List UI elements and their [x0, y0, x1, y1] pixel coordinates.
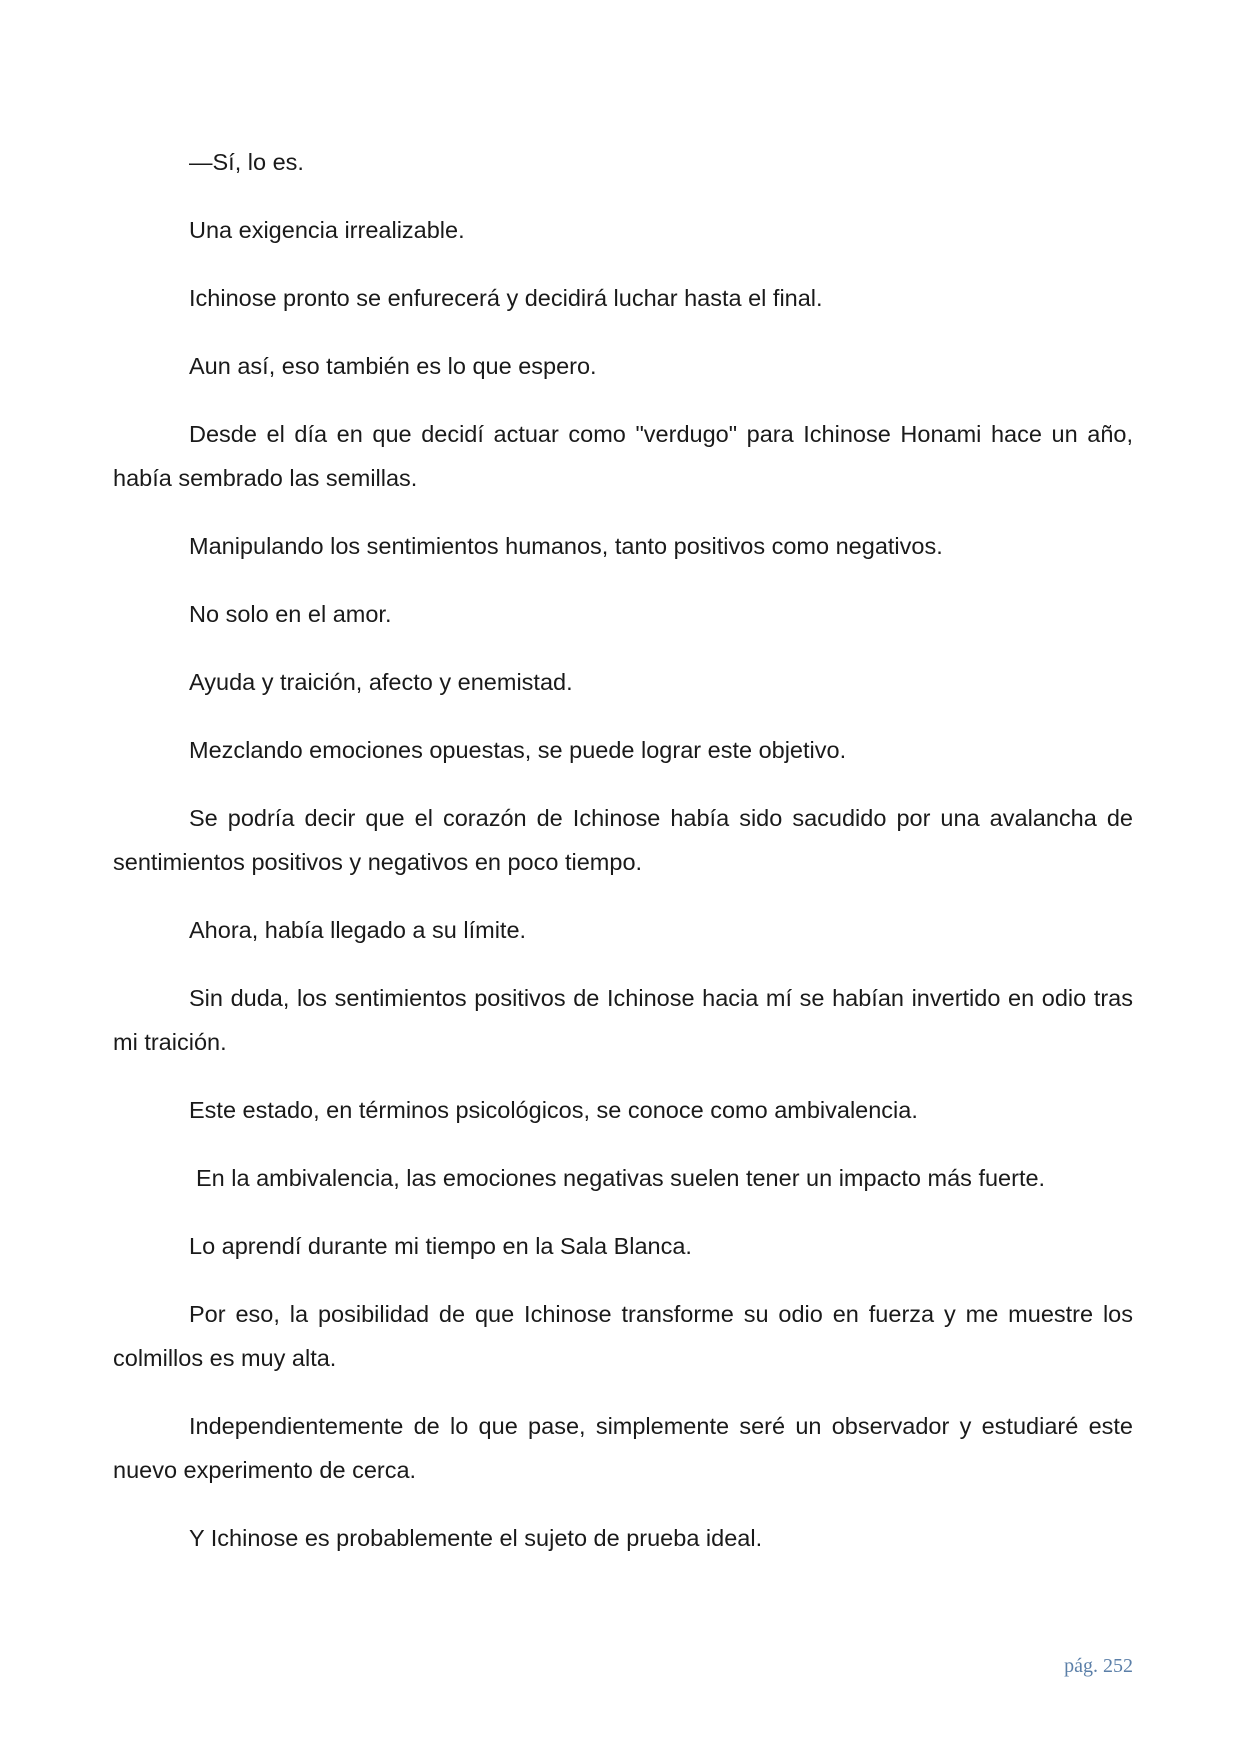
paragraph: Y Ichinose es probablemente el sujeto de prueba ideal.: [189, 1525, 763, 1551]
paragraph: Independientemente de lo que pase, simplemente seré un observador y estudiaré este nuevo experimento de cerca.: [113, 1413, 1133, 1483]
body-text: [113, 140, 1133, 1584]
page-number: pág. 252: [1064, 1655, 1133, 1677]
paragraph: Ahora, había llegado a su límite.: [189, 917, 527, 943]
paragraph: Este estado, en términos psicológicos, se conoce como ambivalencia.: [189, 1097, 918, 1123]
paragraph: Se podría decir que el corazón de Ichinose había sido sacudido por una avalancha de sentimientos positivos y negativos en poco tiempo.: [113, 805, 1133, 875]
paragraph: Una exigencia irrealizable.: [189, 217, 465, 243]
paragraph: Mezclando emociones opuestas, se puede lograr este objetivo.: [189, 737, 847, 763]
paragraph: —Sí, lo es.: [189, 149, 304, 175]
paragraph: Por eso, la posibilidad de que Ichinose transforme su odio en fuerza y me muestre los colmillos es muy alta.: [113, 1301, 1133, 1371]
paragraph: Desde el día en que decidí actuar como "verdugo" para Ichinose Honami hace un año, había sembrado las semillas.: [113, 421, 1133, 491]
paragraph: Sin duda, los sentimientos positivos de Ichinose hacia mí se habían invertido en odio tras mi traición.: [113, 985, 1133, 1055]
paragraph: Manipulando los sentimientos humanos, tanto positivos como negativos.: [189, 533, 943, 559]
paragraph: No solo en el amor.: [189, 601, 392, 627]
paragraph: Ichinose pronto se enfurecerá y decidirá luchar hasta el final.: [189, 285, 823, 311]
paragraph: En la ambivalencia, las emociones negativas suelen tener un impacto más fuerte.: [196, 1165, 1046, 1191]
paragraph: Ayuda y traición, afecto y enemistad.: [189, 669, 573, 695]
paragraph: Aun así, eso también es lo que espero.: [189, 353, 597, 379]
paragraph: Lo aprendí durante mi tiempo en la Sala Blanca.: [189, 1233, 692, 1259]
